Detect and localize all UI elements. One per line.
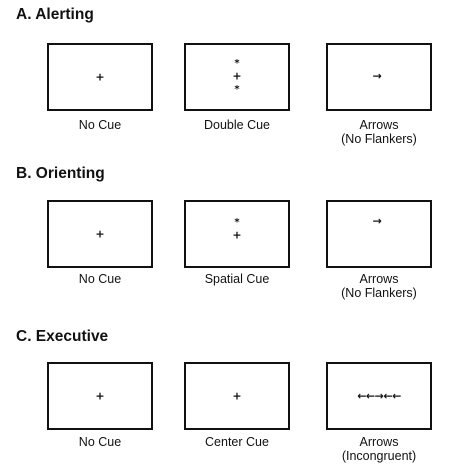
panel-caption: No Cue (78, 118, 122, 132)
fixation-cross: + (95, 70, 105, 84)
panel-caption: Spatial Cue (204, 272, 270, 286)
cue-asterisk-bottom: * (234, 84, 240, 96)
panel-caption: Arrows (No Flankers) (341, 272, 417, 300)
fixation-cross: + (95, 389, 105, 403)
display-panel-no-cue (47, 362, 153, 430)
panel-caption: No Cue (78, 435, 122, 449)
cue-asterisk-top: * (234, 57, 240, 69)
section-title-orienting: B. Orienting (16, 165, 105, 182)
flanker-arrows-icon: ←←→←← (357, 389, 401, 403)
display-panel-double-cue (184, 43, 290, 111)
panel-caption: No Cue (78, 272, 122, 286)
display-panel-arrows-no-flankers (326, 200, 432, 268)
display-panel-no-cue (47, 43, 153, 111)
panel-caption: Arrows (Incongruent) (341, 435, 417, 463)
fixation-cross: + (232, 69, 242, 83)
fixation-cross: + (95, 227, 105, 241)
fixation-cross: + (232, 228, 242, 242)
display-panel-center-cue (184, 362, 290, 430)
panel-caption: Center Cue (205, 435, 269, 449)
section-title-executive: C. Executive (16, 328, 109, 345)
display-panel-arrows-no-flankers (326, 43, 432, 111)
panel-caption: Arrows (No Flankers) (341, 118, 417, 146)
display-panel-spatial-cue (184, 200, 290, 268)
fixation-cross: + (232, 389, 242, 403)
display-panel-no-cue (47, 200, 153, 268)
target-arrow-icon: → (372, 69, 382, 83)
panel-caption: Double Cue (203, 118, 270, 132)
target-arrow-icon: → (372, 214, 382, 228)
cue-asterisk: * (234, 217, 240, 229)
section-title-alerting: A. Alerting (16, 6, 94, 23)
display-panel-arrows-incongruent (326, 362, 432, 430)
